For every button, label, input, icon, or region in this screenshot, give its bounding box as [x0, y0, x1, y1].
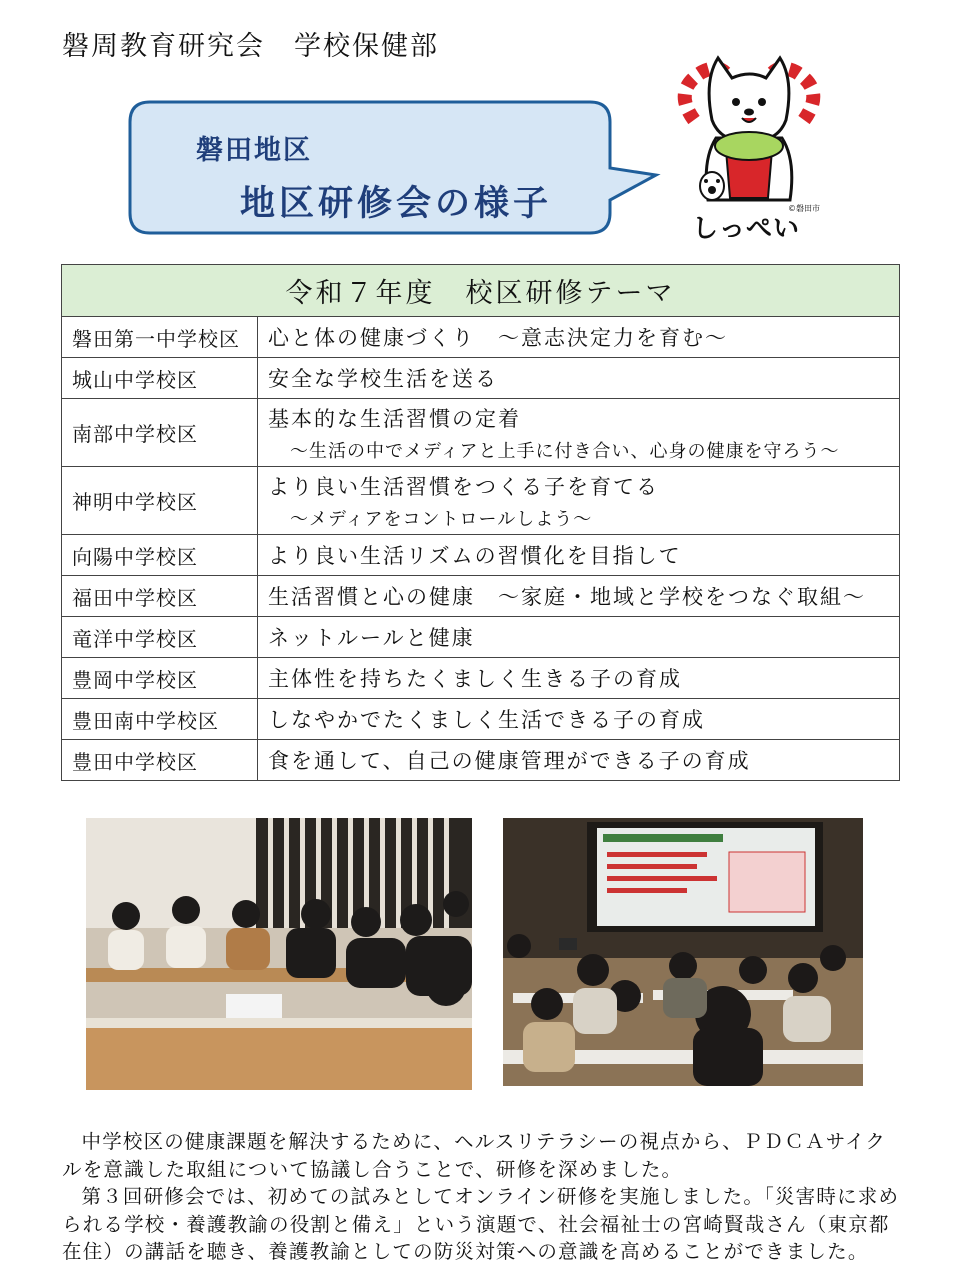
district-subtitle: 磐田地区: [196, 135, 312, 166]
table-row: [62, 358, 900, 399]
table-body: [62, 317, 900, 781]
table-heading: 令和７年度 校区研修テーマ: [62, 265, 900, 317]
table-row: [62, 699, 900, 740]
school-district-cell: 南部中学校区: [62, 399, 258, 467]
table-row: [62, 399, 900, 467]
table-row: [62, 617, 900, 658]
theme-cell: [258, 399, 900, 467]
theme-text: ネットルールと健康: [268, 626, 475, 650]
body-paragraph-2: 第３回研修会では、初めての試みとしてオンライン研修を実施しました。「災害時に求められる学校・養護教諭の役割と備え」という演題で、社会福祉士の宮崎賢哉さん（東京都在住）の講話を聴き、養護教諭としての防災対策への意識を高めることができました。: [62, 1185, 900, 1263]
theme-cell: [258, 467, 900, 535]
theme-table: [61, 264, 900, 781]
theme-text: より良い生活リズムの習慣化を目指して: [268, 544, 682, 568]
school-district-cell: 城山中学校区: [62, 358, 258, 399]
school-district-cell: 神明中学校区: [62, 467, 258, 535]
training-photo-online-lecture: [503, 818, 863, 1086]
theme-cell: [258, 617, 900, 658]
school-district-cell: 福田中学校区: [62, 576, 258, 617]
table-row: [62, 317, 900, 358]
table-row: [62, 740, 900, 781]
theme-text: 心と体の健康づくり ～意志決定力を育む～: [268, 326, 728, 350]
school-district-cell: 竜洋中学校区: [62, 617, 258, 658]
theme-text: より良い生活習慣をつくる子を育てる: [268, 474, 659, 499]
table-header-row: [62, 265, 900, 317]
theme-cell: [258, 699, 900, 740]
training-photo-classroom: [86, 818, 472, 1090]
school-district-cell: 向陽中学校区: [62, 535, 258, 576]
theme-cell: [258, 317, 900, 358]
school-district-cell: 磐田第一中学校区: [62, 317, 258, 358]
theme-cell: [258, 358, 900, 399]
theme-subtext: ～メディアをコントロールしよう～: [290, 508, 593, 530]
school-district-cell: 豊田南中学校区: [62, 699, 258, 740]
theme-text: しなやかでたくましく生活できる子の育成: [268, 708, 705, 732]
organization-title: 磐周教育研究会 学校保健部: [62, 31, 439, 62]
theme-text: 安全な学校生活を送る: [268, 367, 498, 391]
page-title: 地区研修会の様子: [240, 184, 553, 224]
title-bubble: [128, 100, 668, 235]
theme-text: 主体性を持ちたくましく生きる子の育成: [268, 667, 682, 691]
mascot-name: しっぺい: [692, 214, 801, 244]
table-row: [62, 467, 900, 535]
school-district-cell: 豊岡中学校区: [62, 658, 258, 699]
theme-text: 生活習慣と心の健康 ～家庭・地域と学校をつなぐ取組～: [268, 585, 866, 609]
theme-text: 基本的な生活習慣の定着: [268, 406, 521, 431]
school-district-cell: 豊田中学校区: [62, 740, 258, 781]
theme-cell: [258, 535, 900, 576]
theme-subtext: ～生活の中でメディアと上手に付き合い、心身の健康を守ろう～: [290, 440, 840, 462]
body-paragraph-1: 中学校区の健康課題を解決するために、ヘルスリテラシーの視点から、ＰＤＣＡサイクルを意識した取組について協議し合うことで、研修を深めました。: [62, 1130, 887, 1181]
table-row: [62, 535, 900, 576]
table-row: [62, 576, 900, 617]
theme-cell: [258, 740, 900, 781]
mascot-credit: ©磐田市: [788, 204, 820, 213]
table-row: [62, 658, 900, 699]
theme-text: 食を通して、自己の健康管理ができる子の育成: [268, 749, 751, 773]
theme-cell: [258, 576, 900, 617]
theme-cell: [258, 658, 900, 699]
